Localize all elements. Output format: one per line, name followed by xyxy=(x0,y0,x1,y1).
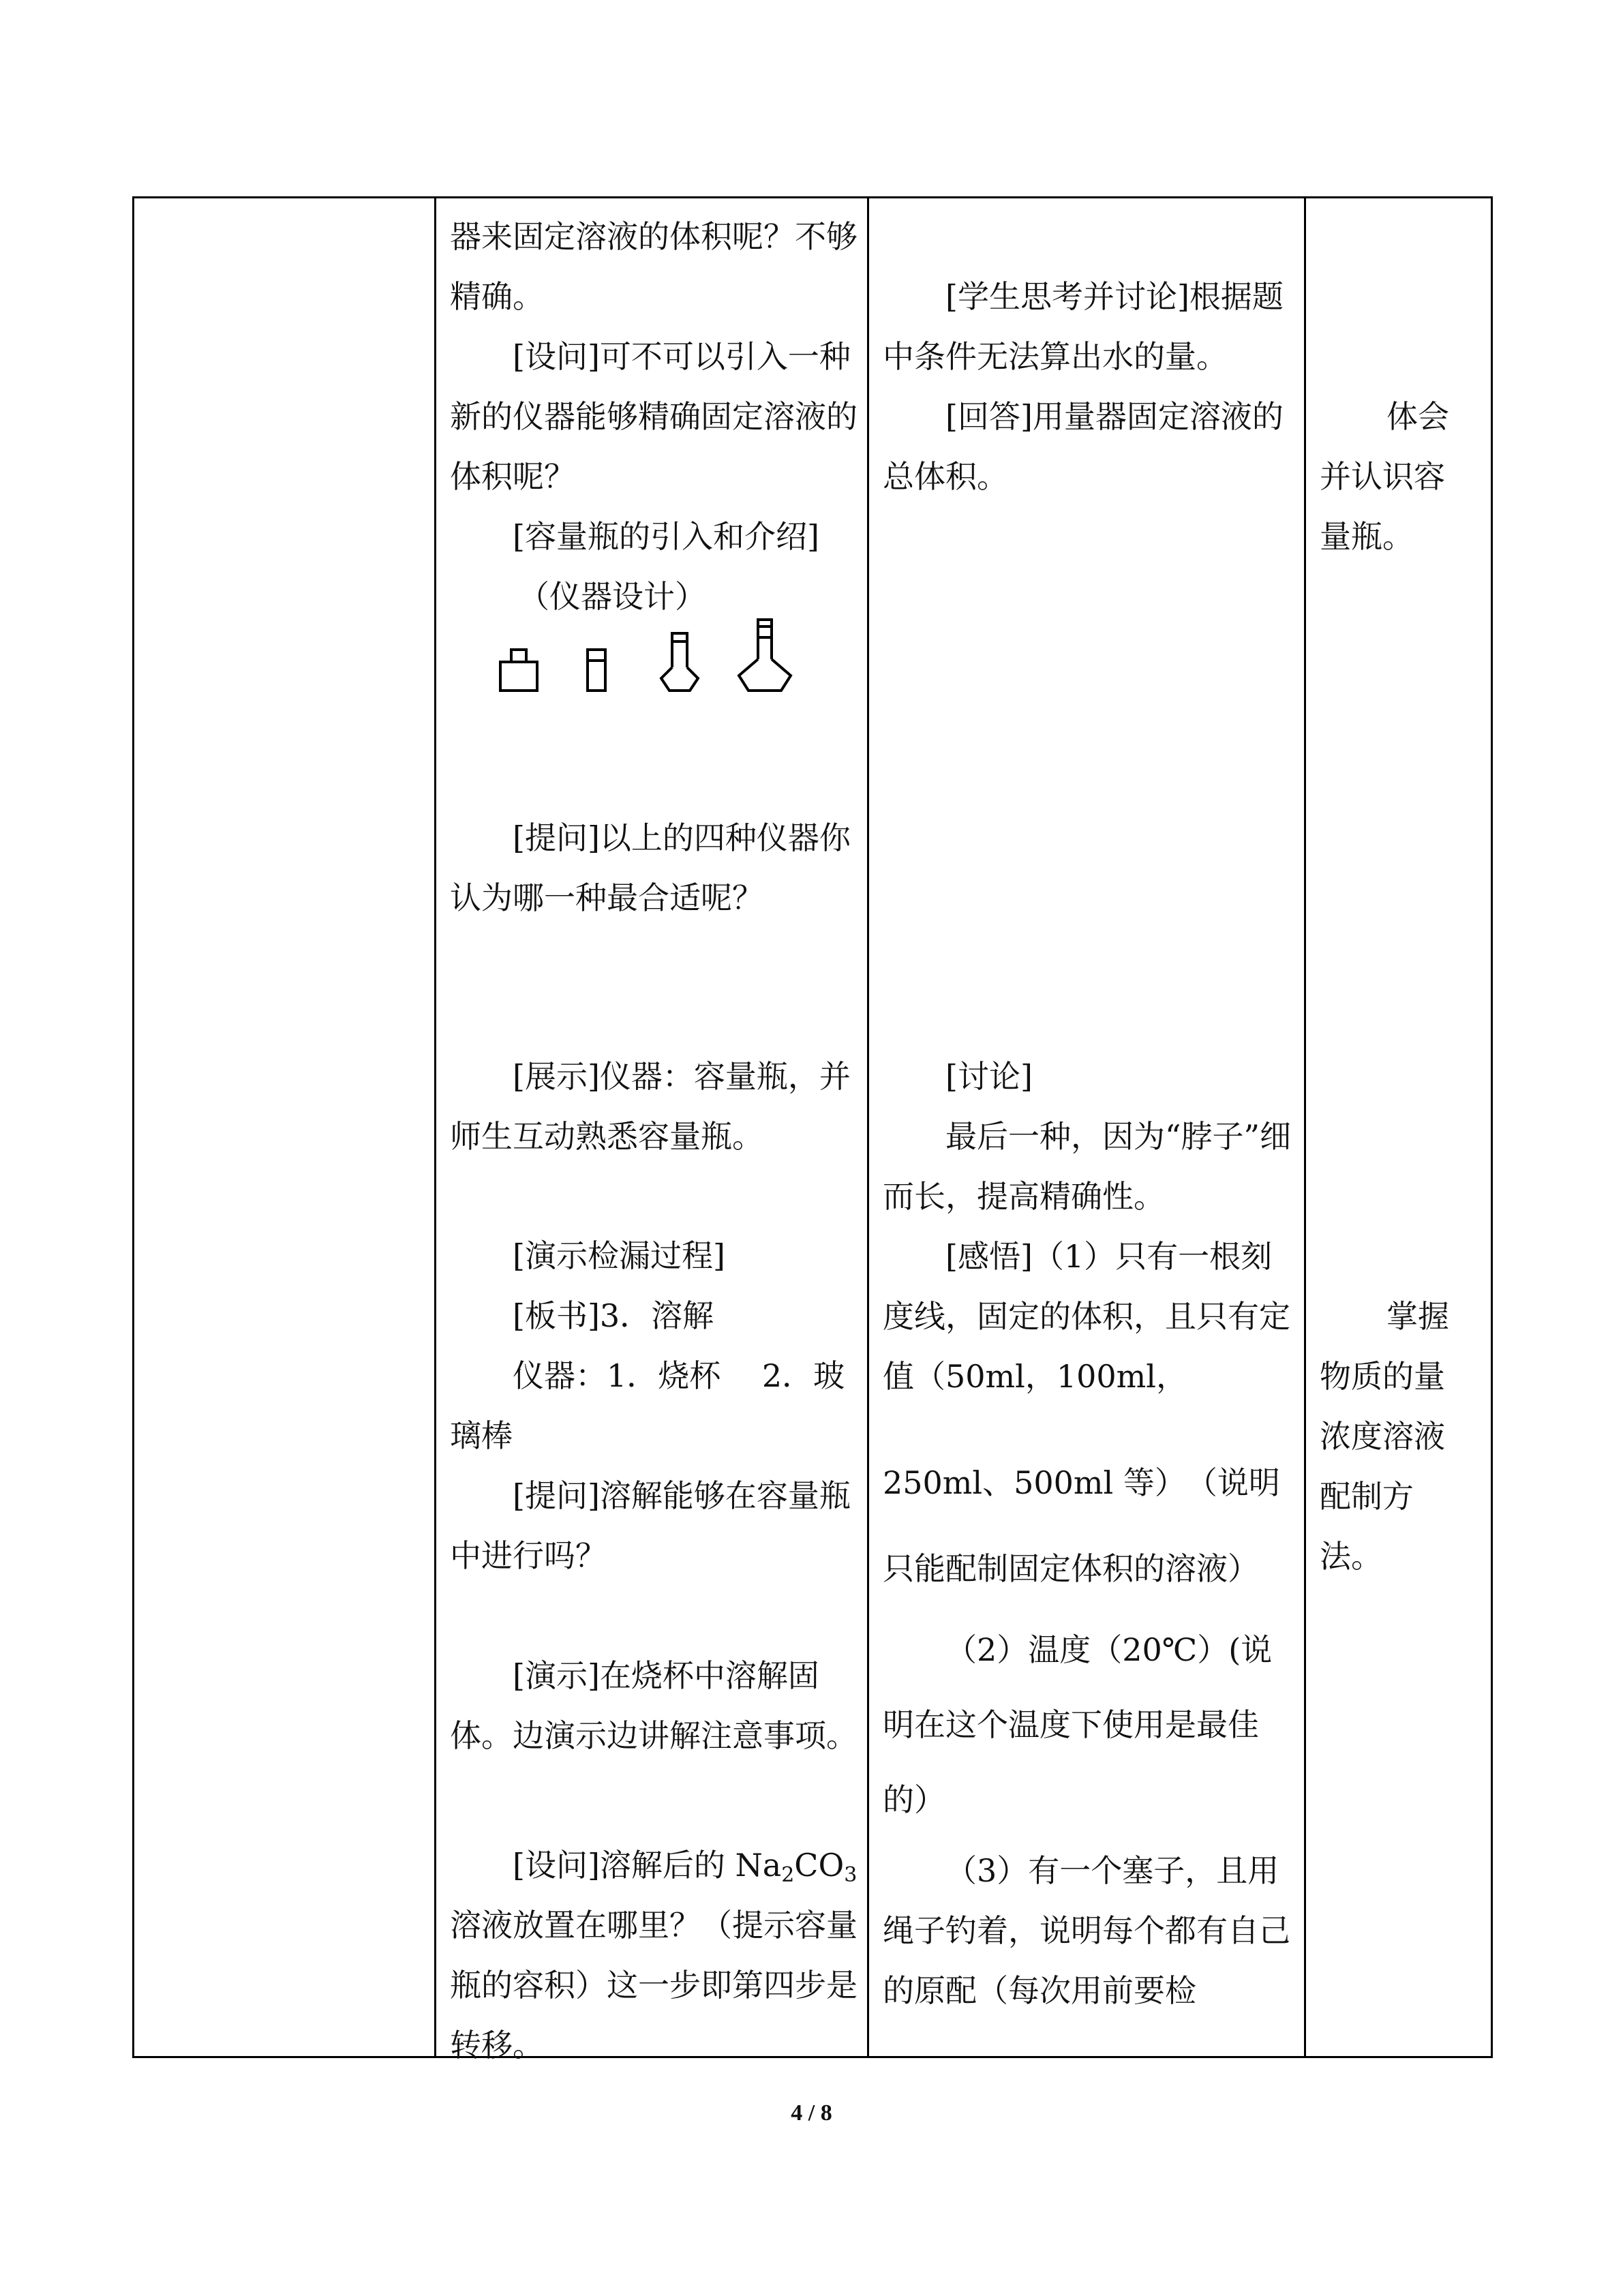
table-column-divider-2 xyxy=(867,196,869,2058)
student-insight-1: [感悟]（1）只有一根刻度线，固定的体积，且只有定值（50ml，100ml， xyxy=(883,1238,1290,1395)
teacher-question-transfer: [设问]溶解后的 $Na_2CO_3$溶液放置在哪里？（提示容量瓶的容积）这一步即第四步是转移。 xyxy=(450,1847,858,2064)
student-insight-1-continued: 250ml、500ml 等） （说明只能配制固定体积的溶液） xyxy=(883,1464,1280,1587)
page-number: 4 / 8 xyxy=(791,2100,832,2126)
tube-icon xyxy=(588,650,605,691)
teacher-instrument-design: （仪器设计） xyxy=(518,578,706,615)
teacher-text-1: 器来固定溶液的体积呢？不够精确。 xyxy=(450,218,858,315)
student-insight-2: （2）温度（20℃）(说明在这个温度下使用是最佳的） xyxy=(883,1631,1273,1818)
table-cell-column-1 xyxy=(134,198,434,2056)
teacher-show-volumetric-flask: [展示]仪器：容量瓶，并师生互动熟悉容量瓶。 xyxy=(450,1058,851,1155)
student-discussion-label: [讨论] xyxy=(945,1058,1033,1095)
wide-bottle-icon xyxy=(500,650,537,691)
table-column-divider-3 xyxy=(1304,196,1306,2058)
student-answer: [回答]用量器固定溶液的总体积。 xyxy=(883,398,1284,495)
instrument-design-diagram xyxy=(491,610,873,706)
volumetric-flask-icon xyxy=(739,620,791,691)
teacher-volumetric-flask-intro: [容量瓶的引入和介绍] xyxy=(513,518,819,555)
student-think-discuss: [学生思考并讨论]根据题中条件无法算出水的量。 xyxy=(883,278,1284,375)
teacher-board-step-3: [板书]3．溶解 xyxy=(513,1297,714,1334)
teacher-question-which-instrument: [提问]以上的四种仪器你认为哪一种最合适呢？ xyxy=(450,819,851,916)
teacher-question-dissolve: [提问]溶解能够在容量瓶中进行吗？ xyxy=(450,1477,851,1574)
student-discussion-answer: 最后一种，因为“脖子”细而长，提高精确性。 xyxy=(883,1118,1292,1215)
table-right-border xyxy=(1491,196,1493,2058)
table-column-divider-1 xyxy=(434,196,436,2058)
small-flask-icon xyxy=(661,633,698,691)
intent-recognize-flask: 体会并认识容量瓶。 xyxy=(1320,398,1449,555)
student-insight-3: （3）有一个塞子，且用绳子钓着，说明每个都有自己的原配（每次用前要检 xyxy=(883,1852,1290,2009)
teacher-question-new-instrument: [设问]可不可以引入一种新的仪器能够精确固定溶液的体积呢？ xyxy=(450,338,858,495)
teacher-instruments-list: 仪器：1．烧杯 2．玻璃棒 xyxy=(450,1357,845,1454)
intent-master-preparation: 掌握物质的量浓度溶液配制方法。 xyxy=(1320,1298,1449,1575)
teacher-leak-test-demo: [演示检漏过程] xyxy=(513,1237,725,1274)
teacher-demo-dissolve: [演示]在烧杯中溶解固体。边演示边讲解注意事项。 xyxy=(450,1657,858,1754)
